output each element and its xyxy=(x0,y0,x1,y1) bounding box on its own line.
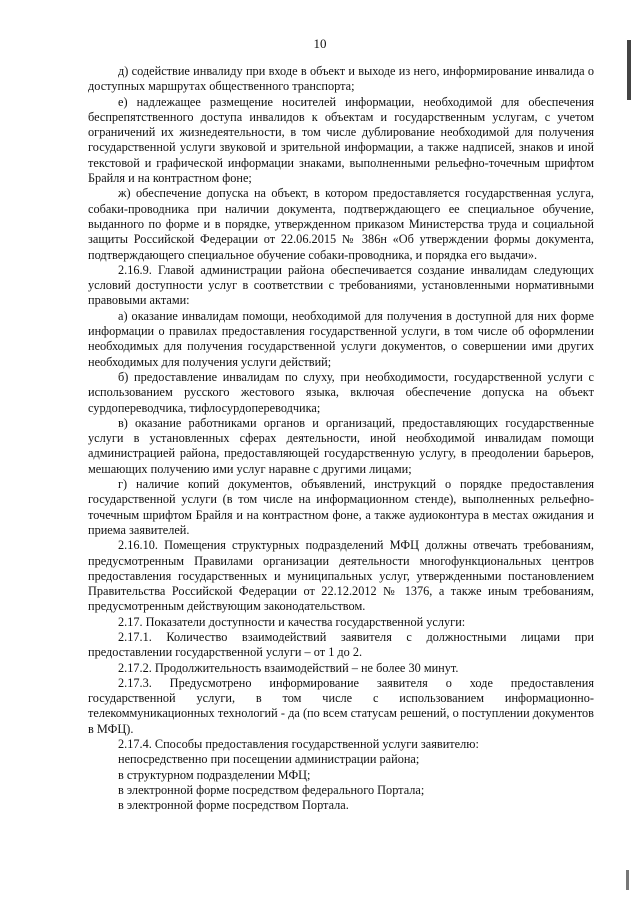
paragraph-2-17-4: 2.17.4. Способы предоставления государственной услуги заявителю: xyxy=(118,737,479,752)
paragraph-2-17: 2.17. Показатели доступности и качества государственной услуги: xyxy=(118,614,466,629)
paragraph-2-17-1: 2.17.1. Количество взаимодействий заявителя с должностными лицами при предоставлении государственной услуги – от 1 до 2. xyxy=(88,629,594,660)
list-item-portal: в электронной форме посредством Портала. xyxy=(118,798,349,813)
paragraph-2-17-2: 2.17.2. Продолжительность взаимодействий – не более 30 минут. xyxy=(118,660,459,675)
paragraph-2-16-9: 2.16.9. Главой администрации района обеспечивается создание инвалидам следующих условий доступности услуг в соответствии с требованиями, установленными нормативными правовыми актами: xyxy=(88,262,594,308)
paragraph-d: д) содействие инвалиду при входе в объект и выходе из него, информирование инвалида о доступных маршрутах общественного транспорта; xyxy=(88,64,594,94)
paragraph-2-16-10: 2.16.10. Помещения структурных подразделений МФЦ должны отвечать требованиям, предусмотренным Правилами организации деятельности многофункциональных центров предоставления государственных и муниципальных услуг, утвержденными постановлением Правительства Российской Федерации от 22.12.2012 № 1376, а также иным требованиям, предусмотренным действующим законодательством. xyxy=(88,538,594,614)
list-item-federal-portal: в электронной форме посредством федерального Портала; xyxy=(118,782,425,797)
list-item-administration: непосредственно при посещении администрации района; xyxy=(118,752,420,767)
paragraph-v: в) оказание работниками органов и организаций, предоставляющих государственные услуги в установленных сферах деятельности, иной необходимой инвалидам помощи администрацией района, предоставляющей государственную услугу, в преодолении барьеров, мешающих получению ими услуг наравне с другими лицами; xyxy=(88,415,594,476)
paragraph-2-17-3: 2.17.3. Предусмотрено информирование заявителя о ходе предоставления государственной услуги, в том числе с использованием информационно-телекоммуникационных технологий - да (по всем статусам решений, о поступлении документов в МФЦ). xyxy=(88,675,594,736)
list-item-mfc: в структурном подразделении МФЦ; xyxy=(118,767,311,782)
paragraph-zh: ж) обеспечение допуска на объект, в котором предоставляется государственная услуга, собаки-проводника при наличии документа, подтверждающего ее специальное обучение, выданного по форме и в порядке, утвержденном приказом Министерства труда и социальной защиты Российской Федерации от 22.06.2015 № 386н «Об утверждении формы документа, подтверждающего специальное обучение собаки-проводника, и порядка его выдачи». xyxy=(88,186,594,262)
document-body xyxy=(88,64,594,814)
paragraph-g: г) наличие копий документов, объявлений, инструкций о порядке предоставления государственной услуги (в том числе на информационном стенде), выполненных рельефно-точечным шрифтом Брайля и на контрастном фоне, а также аудиоконтура в местах ожидания и приема заявителей. xyxy=(88,477,594,537)
paragraph-a: а) оказание инвалидам помощи, необходимой для получения в доступной для них форме информации о правилах предоставления государственной услуги, в том числе об оформлении необходимых для получения государственной услуги документов, о совершении ими других необходимых для получения услуги действий; xyxy=(88,308,594,369)
paragraph-e: е) надлежащее размещение носителей информации, необходимой для обеспечения беспрепятственного доступа инвалидов к объектам и государственным услугам, с учетом ограничений их жизнедеятельности, в том числе дублирование необходимой для получения государственной услуги звуковой и зрительной информации, а также надписей, знаков и иной текстовой и графической информации знаками, выполненными рельефно-точечным шрифтом Брайля и на контрастном фоне; xyxy=(88,94,594,186)
scan-edge-mark xyxy=(627,40,631,100)
paragraph-b: б) предоставление инвалидам по слуху, при необходимости, государственной услуги с использованием русского жестового языка, включая обеспечение допуска на объект сурдопереводчика, тифлосурдопереводчика; xyxy=(88,369,594,415)
page-number: 10 xyxy=(313,36,327,51)
scan-edge-mark-bottom xyxy=(626,870,629,890)
